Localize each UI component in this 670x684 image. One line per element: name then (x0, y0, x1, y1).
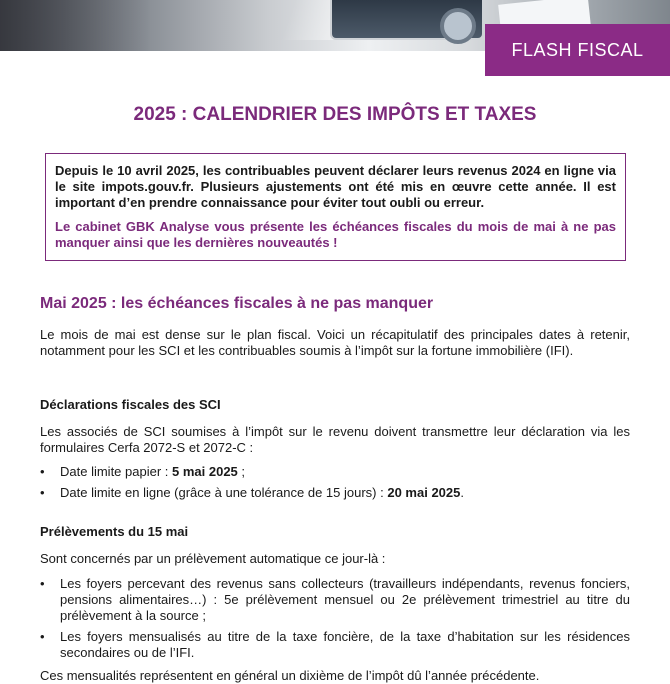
bullet-icon: • (40, 629, 45, 644)
sci-paragraph: Les associés de SCI soumises à l’impôt sur le revenu doivent transmettre leur déclaration via les formulaires Cerfa 2072-S et 2072-C : (40, 424, 630, 455)
list-item-text: Les foyers percevant des revenus sans collecteurs (travailleurs indépendants, revenus fonciers, pensions alimentaires…) : 5e prélèvement mensuel ou 2e prélèvement trimestriel au titre du prélèvement à la source ; (60, 576, 630, 623)
list-item (40, 629, 630, 661)
bullet-icon: • (40, 464, 45, 479)
list-item (40, 464, 630, 480)
sci-heading: Déclarations fiscales des SCI (40, 397, 221, 412)
sci-list (40, 464, 630, 501)
cutoff-paragraph: Ces mensualités représentent en général un dixième de l’impôt dû l’année précédente. (40, 668, 540, 683)
stethoscope-illustration (440, 8, 476, 44)
intro-lead: Depuis le 10 avril 2025, les contribuables peuvent déclarer leurs revenus 2024 en ligne via le site impots.gouv.fr. Plusieurs ajustements ont été mis en œuvre cette année. Il est important d’en prendre connaissance pour éviter tout oubli ou erreur. (55, 163, 616, 210)
list-item-suffix: ; (237, 464, 246, 479)
section-paragraph: Le mois de mai est dense sur le plan fiscal. Voici un récapitulatif des principales dates à retenir, notamment pour les SCI et les contribuables soumis à l’impôt sur la fortune immobilière (IFI). (40, 327, 630, 358)
list-item (40, 576, 630, 624)
list-item-text: Date limite papier : (60, 464, 172, 479)
list-item (40, 485, 630, 501)
list-item-date: 5 mai 2025 (172, 464, 238, 479)
intro-highlight: Le cabinet GBK Analyse vous présente les échéances fiscales du mois de mai à ne pas manquer ainsi que les dernières nouveautés ! (55, 219, 616, 250)
prelev-list (40, 576, 630, 661)
flash-fiscal-badge: FLASH FISCAL (485, 24, 670, 76)
list-item-suffix: . (460, 485, 464, 500)
page-title: 2025 : CALENDRIER DES IMPÔTS ET TAXES (133, 104, 537, 125)
list-item-text: Date limite en ligne (grâce à une tolérance de 15 jours) : (60, 485, 388, 500)
section-heading: Mai 2025 : les échéances fiscales à ne pas manquer (40, 295, 434, 312)
banner-shadow (0, 0, 150, 51)
bullet-icon: • (40, 485, 45, 500)
bullet-icon: • (40, 576, 45, 591)
list-item-date: 20 mai 2025 (387, 485, 461, 500)
intro-box (45, 153, 626, 261)
prelev-paragraph: Sont concernés par un prélèvement automatique ce jour-là : (40, 551, 386, 566)
list-item-text: Les foyers mensualisés au titre de la taxe foncière, de la taxe d’habitation sur les résidences secondaires ou de l’IFI. (60, 629, 630, 660)
prelev-heading: Prélèvements du 15 mai (40, 524, 189, 539)
